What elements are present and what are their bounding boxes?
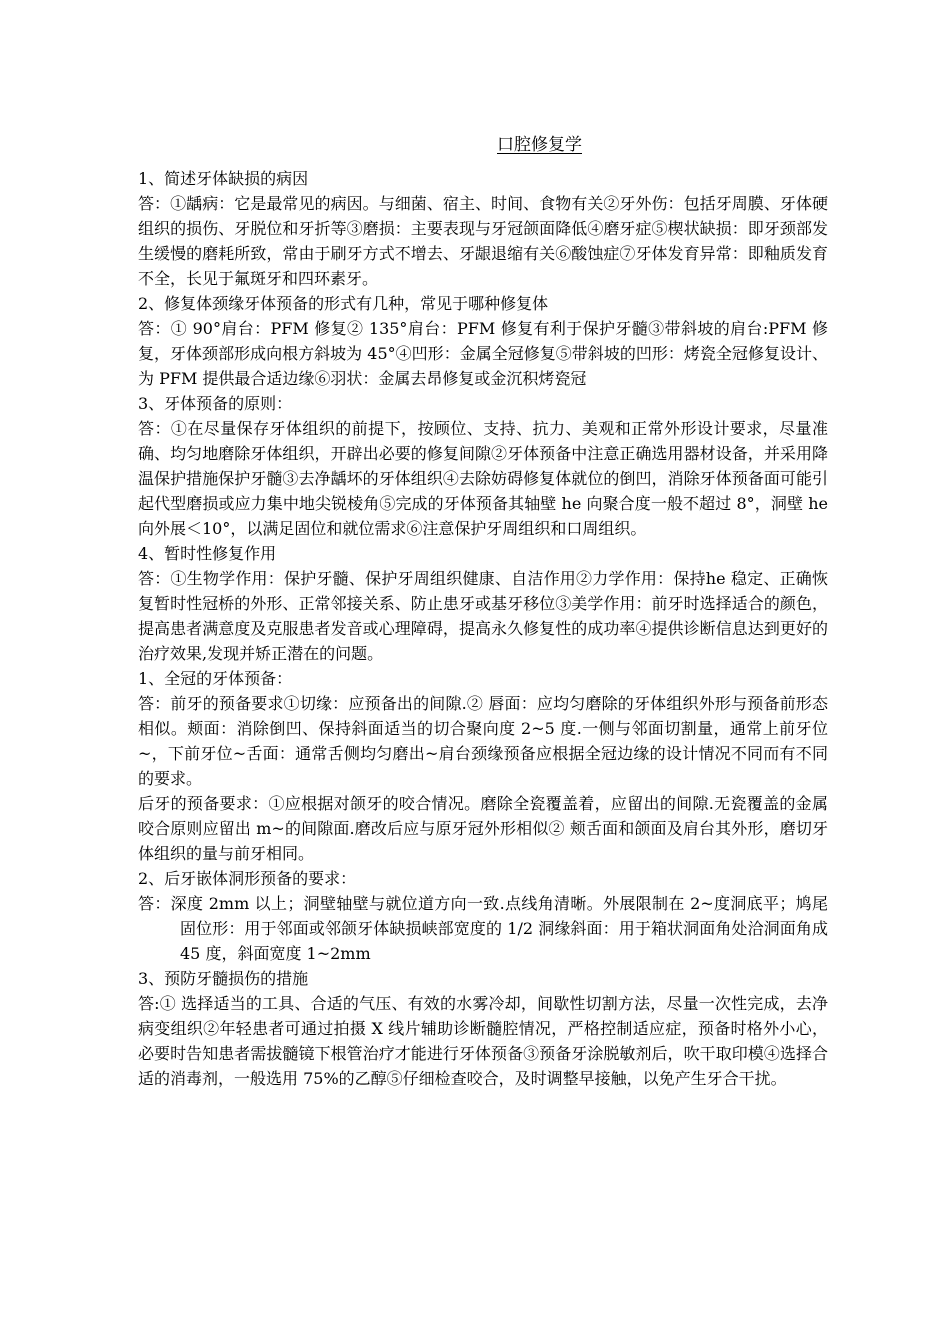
- answer-paragraph: 后牙的预备要求：①应根据对颌牙的咬合情况。磨除全瓷覆盖着，应留出的间隙.无瓷覆盖的金属咬合原则应留出 m~的间隙面.磨改后应与原牙冠外形相似② 颊舌面和颌面及肩台其外形，磨切牙体组织的量与前牙相同。: [138, 794, 828, 863]
- answer-paragraph: 答：深度 2mm 以上；洞壁轴壁与就位道方向一致.点线角清晰。外展限制在 2~度洞底平；鸠尾固位形：用于邻面或邻颌牙体缺损峡部宽度的 1/2 洞缘斜面：用于箱状洞面角处洽洞面角成 45 度，斜面宽度 1~2mm: [138, 894, 828, 963]
- document-body: [138, 166, 828, 1091]
- answer-paragraph: 答：①在尽量保存牙体组织的前提下，按顾位、支持、抗力、美观和正常外形设计要求，尽量准确、均匀地磨除牙体组织，开辟出必要的修复间隙②牙体预备中注意正确选用器材设备，并采用降温保护措施保护牙髓③去净龋坏的牙体组织④去除妨碍修复体就位的倒凹，消除牙体预备面可能引起代型磨损或应力集中地尖锐棱角⑤完成的牙体预备其轴壁 he 向聚合度一般不超过 8°，洞壁 he 向外展＜10°，以满足固位和就位需求⑥注意保护牙周组织和口周组织。: [138, 419, 828, 538]
- answer-paragraph: 答：①龋病：它是最常见的病因。与细菌、宿主、时间、食物有关②牙外伤：包括牙周膜、牙体硬组织的损伤、牙脱位和牙折等③磨损：主要表现与牙冠颌面降低④磨牙症⑤楔状缺损：即牙颈部发生缓慢的磨耗所致，常由于刷牙方式不增去、牙龈退缩有关⑥酸蚀症⑦牙体发育异常：即釉质发育不全，长见于氟斑牙和四环素牙。: [138, 194, 828, 288]
- answer-paragraph: 答：前牙的预备要求①切缘：应预备出的间隙.② 唇面：应均匀磨除的牙体组织外形与预备前形态相似。颊面：消除倒凹、保持斜面适当的切合聚向度 2~5 度.一侧与邻面切割量，通常上前牙位~，下前牙位~舌面：通常舌侧均匀磨出~肩台颈缘预备应根据全冠边缘的设计情况不同而有不同的要求。: [138, 694, 828, 788]
- answer-paragraph: 答:① 选择适当的工具、合适的气压、有效的水雾冷却，间歇性切割方法，尽量一次性完成，去净病变组织②年轻患者可通过拍摄 X 线片辅助诊断髓腔情况，严格控制适应症，预备时格外小心，必要时告知患者需拔髓镜下根管治疗才能进行牙体预备③预备牙涂脱敏剂后，吹干取印模④选择合适的消毒剂，一般选用 75%的乙醇⑤仔细检查咬合，及时调整早接触，以免产生牙合干扰。: [138, 994, 828, 1088]
- question-heading: 1、全冠的牙体预备：: [138, 669, 293, 688]
- question-heading: 1、简述牙体缺损的病因: [138, 169, 309, 188]
- question-heading: 2、后牙嵌体洞形预备的要求：: [138, 869, 357, 888]
- question-heading: 3、牙体预备的原则：: [138, 394, 293, 413]
- answer-paragraph: 答：①生物学作用：保护牙髓、保护牙周组织健康、自洁作用②力学作用：保持he 稳定、正确恢复暂时性冠桥的外形、正常邻接关系、防止患牙或基牙移位③美学作用：前牙时选择适合的颜色，提高患者满意度及克服患者发音或心理障碍，提高永久修复性的成功率④提供诊断信息达到更好的治疗效果,发现并矫正潜在的问题。: [138, 569, 828, 663]
- question-heading: 3、预防牙髓损伤的措施: [138, 969, 309, 988]
- question-heading: 4、暂时性修复作用: [138, 544, 277, 563]
- document-title: 口腔修复学: [497, 135, 582, 154]
- question-heading: 2、修复体颈缘牙体预备的形式有几种，常见于哪种修复体: [138, 294, 549, 313]
- answer-paragraph: 答：① 90°肩台：PFM 修复② 135°肩台：PFM 修复有利于保护牙髓③带斜坡的肩台:PFM 修复，牙体颈部形成向根方斜坡为 45°④凹形：金属全冠修复⑤带斜坡的凹形：烤瓷全冠修复设计、为 PFM 提供最合适边缘⑥羽状：金属去昂修复或金沉积烤瓷冠: [138, 319, 828, 388]
